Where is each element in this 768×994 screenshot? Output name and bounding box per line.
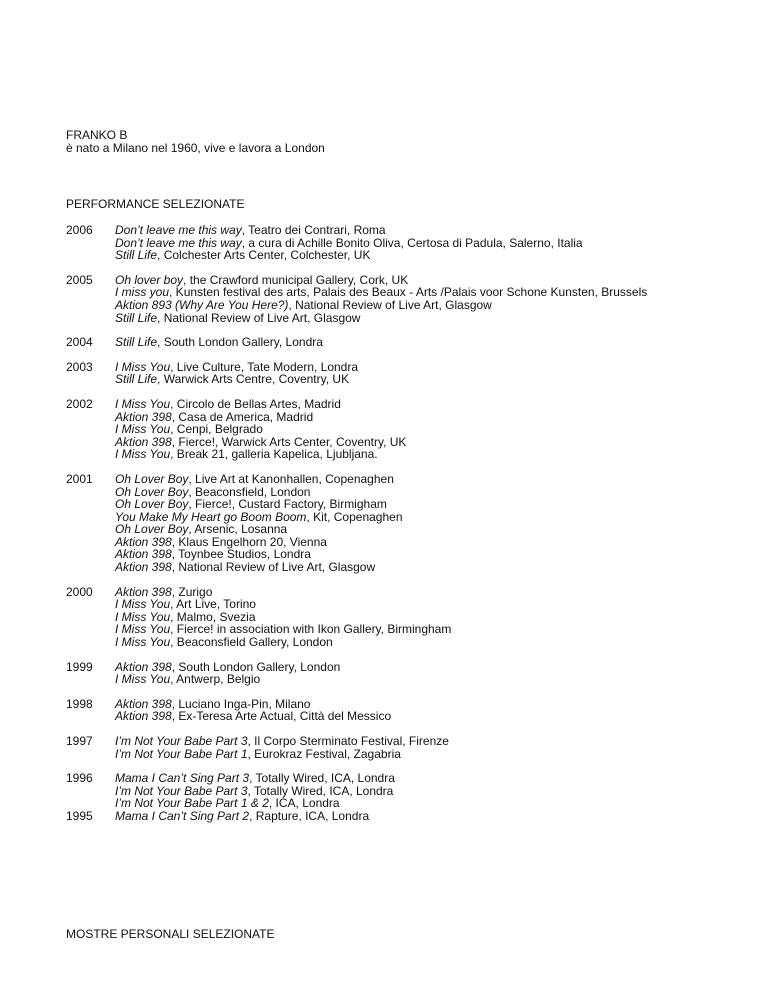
- venue-text: , Totally Wired, ICA, Londra: [247, 783, 394, 798]
- work-title: Aktion 398: [115, 709, 172, 724]
- work-title: Aktion 398: [115, 659, 172, 674]
- venue-text: , Zurigo: [171, 584, 213, 599]
- venue-text: , the Crawford municipal Gallery, Cork, UK: [183, 272, 409, 287]
- year-block: [66, 772, 766, 822]
- work-title: Oh Lover Boy: [115, 522, 189, 537]
- work-title: Aktion 398: [115, 409, 172, 424]
- work-title: Don’t leave me this way: [115, 235, 242, 250]
- venue-text: , Arsenic, Losanna: [188, 522, 288, 537]
- work-title: Aktion 398: [115, 560, 172, 575]
- venue-text: , National Review of Live Art, Glasgow: [288, 297, 492, 312]
- year-label: 1995: [66, 808, 93, 823]
- year-entries: [115, 473, 766, 574]
- performance-list: [66, 224, 766, 823]
- year-label: 2000: [66, 584, 93, 599]
- year-entries: [115, 224, 766, 262]
- work-title: Still Life: [115, 310, 158, 325]
- year-entries: [115, 398, 766, 461]
- venue-text: , South London Gallery, Londra: [157, 335, 323, 350]
- venue-text: , Beaconsfield, London: [188, 484, 311, 499]
- work-title: Aktion 398: [115, 534, 172, 549]
- venue-text: , Klaus Engelhorn 20, Vienna: [171, 534, 327, 549]
- venue-text: , Live Culture, Tate Modern, Londra: [170, 359, 359, 374]
- venue-text: , Teatro dei Contrari, Roma: [241, 223, 386, 237]
- venue-text: , Luciano Inga-Pin, Milano: [171, 696, 311, 711]
- year-label: 2005: [66, 272, 93, 287]
- work-title: Aktion 398: [115, 584, 172, 599]
- work-title: Don’t leave me this way: [115, 223, 242, 237]
- venue-text: , Break 21, galleria Kapelica, Ljubljana.: [170, 447, 378, 462]
- work-title: Mama I Can’t Sing Part 3: [115, 771, 250, 786]
- work-title: Aktion 398: [115, 696, 172, 711]
- venue-text: , Eurokraz Festival, Zagabria: [247, 746, 401, 761]
- year-block: [66, 698, 766, 723]
- work-title: I’m Not Your Babe Part 1: [115, 746, 248, 761]
- year-block: [66, 274, 766, 324]
- venue-text: , Cenpi, Belgrado: [170, 422, 263, 437]
- year-label: 1998: [66, 696, 93, 711]
- year-entries: [115, 661, 766, 686]
- work-title: I miss you: [115, 285, 170, 300]
- performance-entry: [115, 810, 766, 823]
- venue-text: , a cura di Achille Bonito Oliva, Certosa di Padula, Salerno, Italia: [241, 235, 583, 250]
- work-title: Still Life: [115, 335, 158, 350]
- performance-entry: [115, 673, 766, 686]
- work-title: Aktion 398: [115, 547, 172, 562]
- work-title: I Miss You: [115, 359, 171, 374]
- venue-text: , Live Art at Kanonhallen, Copenaghen: [188, 471, 394, 486]
- work-title: I’m Not Your Babe Part 1 & 2: [115, 796, 269, 811]
- year-entries: [115, 336, 766, 349]
- work-title: You Make My Heart go Boom Boom: [115, 509, 307, 524]
- work-title: I Miss You: [115, 635, 171, 650]
- venue-text: , Totally Wired, ICA, Londra: [249, 771, 395, 786]
- venue-text: , Toynbee Studios, Londra: [171, 547, 311, 562]
- performance-entry: [115, 448, 766, 461]
- year-block: [66, 361, 766, 386]
- year-entries: [115, 361, 766, 386]
- year-block: [66, 398, 766, 461]
- performance-section-title: PERFORMANCE SELEZIONATE: [66, 197, 245, 211]
- work-title: I Miss You: [115, 396, 171, 411]
- year-entries: [115, 274, 766, 324]
- venue-text: , Beaconsfield Gallery, London: [170, 635, 333, 650]
- venue-text: , Warwick Arts Centre, Coventry, UK: [157, 372, 350, 387]
- year-label: 2001: [66, 471, 93, 486]
- work-title: Aktion 893 (Why Are You Here?): [115, 297, 289, 312]
- venue-text: , Casa de America, Madrid: [171, 409, 314, 424]
- venue-text: , Circolo de Bellas Artes, Madrid: [170, 396, 341, 411]
- venue-text: , Rapture, ICA, Londra: [249, 808, 370, 823]
- venue-text: , National Review of Live Art, Glasgow: [171, 560, 376, 575]
- venue-text: , Art Live, Torino: [170, 597, 256, 612]
- venue-text: , Malmo, Svezia: [170, 609, 256, 624]
- year-label: 2004: [66, 335, 93, 350]
- venue-text: , Kit, Copenaghen: [306, 509, 403, 524]
- venue-text: , ICA, Londra: [268, 796, 340, 811]
- performance-entry: [115, 249, 766, 262]
- work-title: I’m Not Your Babe Part 3: [115, 783, 248, 798]
- performance-entry: [115, 636, 766, 649]
- year-entries: [115, 586, 766, 649]
- year-entries: [115, 698, 766, 723]
- venue-text: , Fierce! in association with Ikon Gallery, Birmingham: [170, 622, 452, 637]
- performance-entry: [115, 710, 766, 723]
- venue-text: , Antwerp, Belgio: [170, 672, 261, 687]
- venue-text: , Il Corpo Sterminato Festival, Firenze: [247, 734, 449, 748]
- year-block: [66, 224, 766, 262]
- work-title: I Miss You: [115, 622, 171, 637]
- year-label: 1996: [66, 771, 93, 786]
- year-label: 2002: [66, 396, 93, 411]
- performance-entry: [115, 336, 766, 349]
- performance-entry: [115, 748, 766, 761]
- artist-name: FRANKO B: [66, 128, 128, 142]
- work-title: Still Life: [115, 372, 158, 387]
- venue-text: , Fierce!, Custard Factory, Birmigham: [188, 497, 387, 512]
- year-label: 2006: [66, 223, 93, 237]
- venue-text: , Ex-Teresa Arte Actual, Città del Messico: [171, 709, 392, 724]
- work-title: Oh lover boy: [115, 272, 184, 287]
- year-block: [66, 473, 766, 574]
- year-block: [66, 661, 766, 686]
- work-title: Mama I Can’t Sing Part 2: [115, 808, 250, 823]
- artist-bio: è nato a Milano nel 1960, vive e lavora a London: [66, 140, 325, 155]
- work-title: I Miss You: [115, 447, 171, 462]
- venue-text: , South London Gallery, London: [171, 659, 341, 674]
- performance-entry: [115, 312, 766, 325]
- venue-text: , Colchester Arts Center, Colchester, UK: [157, 248, 371, 263]
- shows-section-title: MOSTRE PERSONALI SELEZIONATE: [66, 927, 275, 941]
- year-block: [66, 735, 766, 760]
- work-title: Oh Lover Boy: [115, 471, 189, 486]
- work-title: I Miss You: [115, 609, 171, 624]
- year-entries: [115, 735, 766, 760]
- year-block: [66, 336, 766, 349]
- year-label: 2003: [66, 359, 93, 374]
- work-title: I Miss You: [115, 672, 171, 687]
- year-label: 1999: [66, 659, 93, 674]
- venue-text: , Kunsten festival des arts, Palais des Beaux - Arts /Palais voor Schone Kunsten, Brussels: [169, 285, 648, 300]
- work-title: Oh Lover Boy: [115, 497, 189, 512]
- year-label: 1997: [66, 734, 93, 748]
- work-title: Oh Lover Boy: [115, 484, 189, 499]
- work-title: Still Life: [115, 248, 158, 263]
- venue-text: , National Review of Live Art, Glasgow: [157, 310, 361, 325]
- work-title: I’m Not Your Babe Part 3: [115, 734, 248, 748]
- year-block: [66, 586, 766, 649]
- work-title: I Miss You: [115, 422, 171, 437]
- venue-text: , Fierce!, Warwick Arts Center, Coventry, UK: [171, 434, 407, 449]
- year-entries: [115, 772, 766, 822]
- artist-header: [66, 129, 325, 154]
- performance-entry: [115, 373, 766, 386]
- work-title: I Miss You: [115, 597, 171, 612]
- work-title: Aktion 398: [115, 434, 172, 449]
- performance-entry: [115, 561, 766, 574]
